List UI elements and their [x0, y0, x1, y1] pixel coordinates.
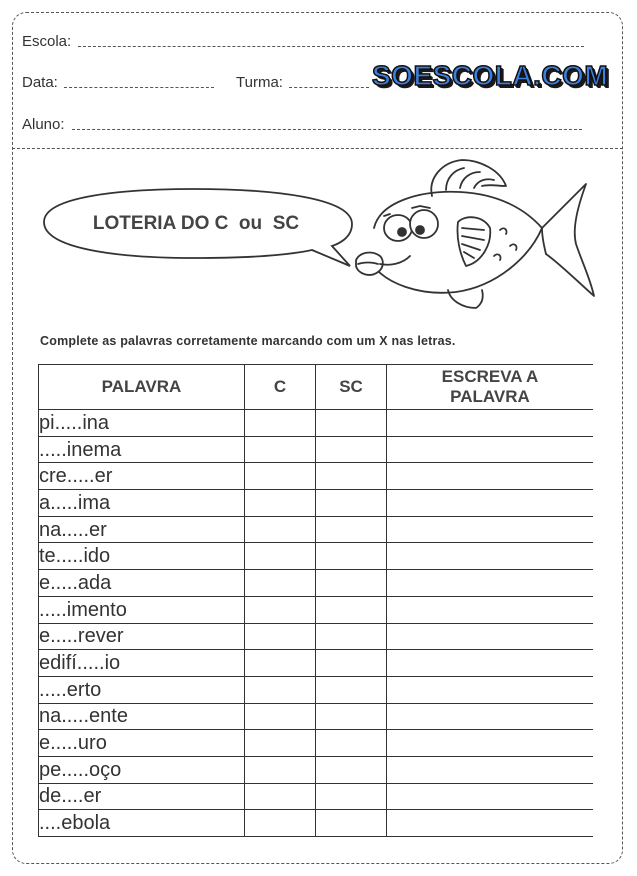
table-row [39, 623, 594, 650]
table-row [39, 650, 594, 677]
c-checkbox-cell[interactable] [245, 436, 316, 463]
table-row [39, 436, 594, 463]
table-header-row [39, 365, 594, 410]
table-row [39, 676, 594, 703]
word-cell: cre.....er [39, 463, 245, 490]
table-row [39, 783, 594, 810]
fish-icon [350, 156, 600, 316]
school-line[interactable] [78, 46, 584, 47]
speech-bubble [34, 186, 364, 276]
c-checkbox-cell[interactable] [245, 543, 316, 570]
write-word-cell[interactable] [387, 543, 594, 570]
word-cell: pe.....oço [39, 756, 245, 783]
write-word-cell[interactable] [387, 730, 594, 757]
word-cell: e.....rever [39, 623, 245, 650]
table-row [39, 543, 594, 570]
write-word-cell[interactable] [387, 570, 594, 597]
class-line[interactable] [289, 87, 369, 88]
bubble-title: LOTERIA DO C ou SC [92, 213, 300, 234]
sc-checkbox-cell[interactable] [316, 703, 387, 730]
word-cell: edifí.....io [39, 650, 245, 677]
sc-checkbox-cell[interactable] [316, 543, 387, 570]
sc-checkbox-cell[interactable] [316, 410, 387, 437]
header-sc: SC [316, 365, 387, 410]
table-row [39, 810, 594, 837]
sc-checkbox-cell[interactable] [316, 436, 387, 463]
c-checkbox-cell[interactable] [245, 623, 316, 650]
c-checkbox-cell[interactable] [245, 810, 316, 837]
c-checkbox-cell[interactable] [245, 410, 316, 437]
table-row [39, 756, 594, 783]
word-cell: ....ebola [39, 810, 245, 837]
table-row [39, 410, 594, 437]
write-word-cell[interactable] [387, 783, 594, 810]
class-label: Turma: [236, 74, 283, 91]
c-checkbox-cell[interactable] [245, 676, 316, 703]
word-cell: .....imento [39, 596, 245, 623]
sc-checkbox-cell[interactable] [316, 570, 387, 597]
word-table [38, 364, 593, 837]
c-checkbox-cell[interactable] [245, 730, 316, 757]
write-word-cell[interactable] [387, 463, 594, 490]
write-word-cell[interactable] [387, 596, 594, 623]
sc-checkbox-cell[interactable] [316, 516, 387, 543]
word-cell: .....inema [39, 436, 245, 463]
word-cell: e.....uro [39, 730, 245, 757]
header-palavra: PALAVRA [39, 365, 245, 410]
c-checkbox-cell[interactable] [245, 516, 316, 543]
sc-checkbox-cell[interactable] [316, 756, 387, 783]
table-row [39, 703, 594, 730]
write-word-cell[interactable] [387, 623, 594, 650]
table-row [39, 463, 594, 490]
c-checkbox-cell[interactable] [245, 596, 316, 623]
header-escreva: ESCREVA A PALAVRA [387, 365, 594, 410]
table-row [39, 490, 594, 517]
date-label: Data: [22, 74, 58, 91]
write-word-cell[interactable] [387, 756, 594, 783]
table-row [39, 596, 594, 623]
header-c: C [245, 365, 316, 410]
soescola-logo: SOESCOLA.COM [372, 60, 609, 91]
sc-checkbox-cell[interactable] [316, 463, 387, 490]
word-cell: na.....ente [39, 703, 245, 730]
word-cell: e.....ada [39, 570, 245, 597]
word-cell: a.....ima [39, 490, 245, 517]
c-checkbox-cell[interactable] [245, 490, 316, 517]
sc-checkbox-cell[interactable] [316, 623, 387, 650]
instruction-text: Complete as palavras corretamente marcando com um X nas letras. [40, 334, 456, 348]
sc-checkbox-cell[interactable] [316, 783, 387, 810]
word-cell: te.....ido [39, 543, 245, 570]
sc-checkbox-cell[interactable] [316, 676, 387, 703]
write-word-cell[interactable] [387, 676, 594, 703]
write-word-cell[interactable] [387, 703, 594, 730]
word-cell: pi.....ina [39, 410, 245, 437]
word-cell: de....er [39, 783, 245, 810]
sc-checkbox-cell[interactable] [316, 490, 387, 517]
c-checkbox-cell[interactable] [245, 570, 316, 597]
c-checkbox-cell[interactable] [245, 703, 316, 730]
student-line[interactable] [72, 129, 582, 130]
word-cell: na.....er [39, 516, 245, 543]
sc-checkbox-cell[interactable] [316, 730, 387, 757]
student-label: Aluno: [22, 116, 65, 133]
table-row [39, 570, 594, 597]
school-label: Escola: [22, 33, 72, 50]
write-word-cell[interactable] [387, 650, 594, 677]
c-checkbox-cell[interactable] [245, 756, 316, 783]
c-checkbox-cell[interactable] [245, 463, 316, 490]
c-checkbox-cell[interactable] [245, 783, 316, 810]
table-row [39, 730, 594, 757]
write-word-cell[interactable] [387, 516, 594, 543]
date-line[interactable] [64, 87, 214, 88]
write-word-cell[interactable] [387, 436, 594, 463]
sc-checkbox-cell[interactable] [316, 650, 387, 677]
sc-checkbox-cell[interactable] [316, 810, 387, 837]
word-cell: .....erto [39, 676, 245, 703]
write-word-cell[interactable] [387, 410, 594, 437]
write-word-cell[interactable] [387, 810, 594, 837]
c-checkbox-cell[interactable] [245, 650, 316, 677]
table-row [39, 516, 594, 543]
write-word-cell[interactable] [387, 490, 594, 517]
header-divider [12, 148, 623, 149]
sc-checkbox-cell[interactable] [316, 596, 387, 623]
